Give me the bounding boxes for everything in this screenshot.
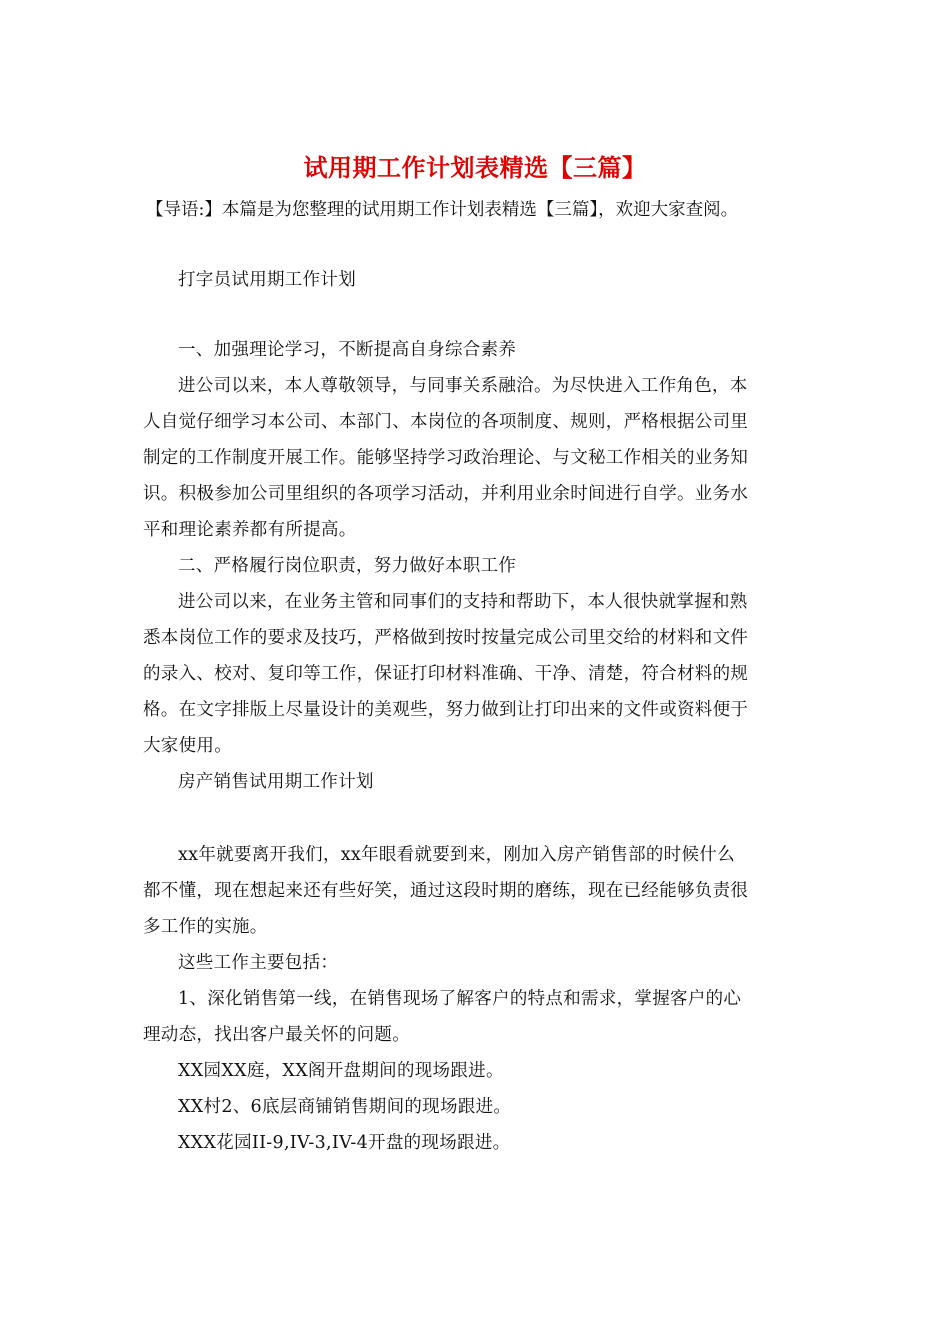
intro-text: 【导语:】本篇是为您整理的试用期工作计划表精选【三篇】，欢迎大家查阅。 xyxy=(146,200,739,220)
s1-p2-line: 的录入、校对、复印等工作，保证打印材料准确、干净、清楚，符合材料的规 xyxy=(143,664,749,684)
section2-title: 房产销售试用期工作计划 xyxy=(178,772,374,792)
s2-line: XX园XX庭，XX阁开盘期间的现场跟进。 xyxy=(178,1061,504,1081)
s1-p1-line: 识。积极参加公司里组织的各项学习活动，并利用业余时间进行自学。业务水 xyxy=(143,484,749,504)
s2-item1-line: 理动态，找出客户最关怀的问题。 xyxy=(143,1025,410,1045)
s1-p2-line: 悉本岗位工作的要求及技巧，严格做到按时按量完成公司里交给的材料和文件 xyxy=(143,628,749,648)
s2-p1-line: 多工作的实施。 xyxy=(143,917,268,937)
s1-p2-line: 大家使用。 xyxy=(143,736,232,756)
s1-p1-line: 制定的工作制度开展工作。能够坚持学习政治理论、与文秘工作相关的业务知 xyxy=(143,448,749,468)
s1-p1-line: 平和理论素养都有所提高。 xyxy=(143,520,357,540)
s2-item1-line: 1、深化销售第一线，在销售现场了解客户的特点和需求，掌握客户的心 xyxy=(178,989,742,1009)
s2-line: 这些工作主要包括： xyxy=(178,953,339,973)
section1-content xyxy=(143,332,803,800)
s1-heading1: 一、加强理论学习，不断提高自身综合素养 xyxy=(178,340,517,360)
s1-p1-line: 人自觉仔细学习本公司、本部门、本岗位的各项制度、规则，严格根据公司里 xyxy=(143,412,749,432)
s1-p2-line: 格。在文字排版上尽量设计的美观些，努力做到让打印出来的文件或资料便于 xyxy=(143,700,749,720)
s2-item1 xyxy=(143,981,803,1053)
s1-paragraph1 xyxy=(143,368,803,548)
s2-paragraph1 xyxy=(143,837,803,945)
section1-block xyxy=(143,262,803,298)
s2-line: XXX花园II-9,IV-3,IV-4开盘的现场跟进。 xyxy=(178,1133,511,1153)
section2-content xyxy=(143,837,803,1161)
s1-heading2: 二、严格履行岗位职责，努力做好本职工作 xyxy=(178,556,517,576)
s1-p2-line: 进公司以来，在业务主管和同事们的支持和帮助下，本人很快就掌握和熟 xyxy=(178,592,748,612)
section1-title: 打字员试用期工作计划 xyxy=(178,270,356,290)
s2-p1-line: 都不懂，现在想起来还有些好笑，通过这段时期的磨练，现在已经能够负责很 xyxy=(143,881,749,901)
s2-line: XX村2、6底层商铺销售期间的现场跟进。 xyxy=(178,1097,512,1117)
s1-p1-line: 进公司以来，本人尊敬领导，与同事关系融洽。为尽快进入工作角色，本 xyxy=(178,376,748,396)
s2-p1-line: xx年就要离开我们，xx年眼看就要到来，刚加入房产销售部的时候什么 xyxy=(178,845,735,865)
s1-paragraph2 xyxy=(143,584,803,764)
document-title: 试用期工作计划表精选【三篇】 xyxy=(303,153,647,182)
